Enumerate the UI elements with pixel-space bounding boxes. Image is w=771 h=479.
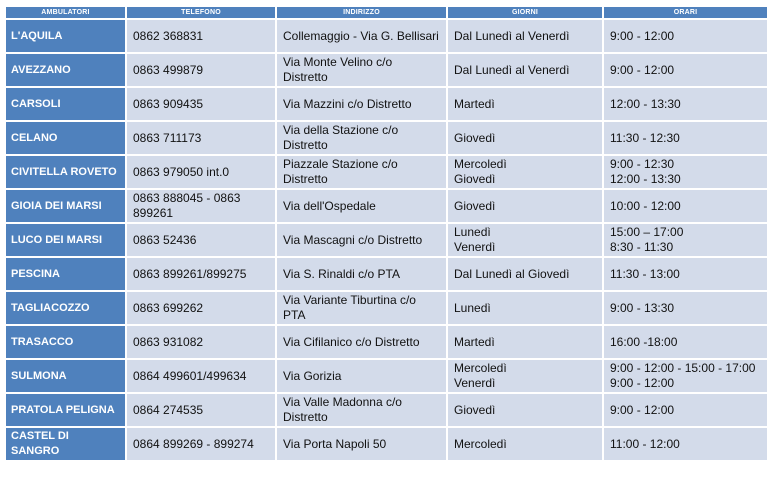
phone-cell-line: 899261: [133, 206, 174, 220]
phone-cell-line: 0863 499879: [133, 62, 204, 77]
address-cell: [277, 224, 446, 256]
clinics-table-container: [4, 5, 767, 462]
hours-cell-line: 9:00 - 13:30: [610, 300, 675, 315]
address-cell-line: Distretto: [283, 138, 328, 152]
address-cell-line: Via della Stazione c/o: [283, 123, 399, 137]
hours-cell-line: 12:00 - 13:30: [610, 172, 681, 186]
clinic-name-cell: CASTEL DI SANGRO: [6, 428, 125, 460]
address-cell: [277, 20, 446, 52]
days-cell-line: Giovedì: [454, 172, 496, 186]
phone-cell-line: 0863 931082: [133, 334, 204, 349]
header-ambulatori: AMBULATORI: [6, 7, 125, 18]
address-cell: [277, 54, 446, 86]
header-row: [6, 7, 767, 18]
table-body: [6, 20, 767, 460]
phone-cell-line: 0863 888045 - 0863: [133, 191, 241, 205]
address-cell: [277, 122, 446, 154]
days-cell: [448, 20, 602, 52]
address-cell-line: Distretto: [283, 172, 328, 186]
days-cell: [448, 394, 602, 426]
days-cell-line: Venerdì: [454, 240, 496, 254]
days-cell-line: Lunedì: [454, 300, 491, 315]
phone-cell: [127, 292, 275, 324]
hours-cell: [604, 190, 767, 222]
clinic-name-cell: PESCINA: [6, 258, 125, 290]
table-row: [6, 88, 767, 120]
hours-cell-line: 9:00 - 12:00: [610, 28, 675, 43]
days-cell-line: Dal Lunedì al Venerdì: [454, 62, 570, 77]
clinic-name-cell: L'AQUILA: [6, 20, 125, 52]
days-cell-line: Giovedì: [454, 130, 496, 145]
table-row: [6, 20, 767, 52]
days-cell-line: Mercoledì: [454, 436, 507, 451]
hours-cell: [604, 224, 767, 256]
phone-cell: [127, 326, 275, 358]
hours-cell-line: 9:00 - 12:00: [610, 376, 675, 390]
days-cell-line: Dal Lunedì al Venerdì: [454, 28, 570, 43]
days-cell: [448, 428, 602, 460]
header-orari: ORARI: [604, 7, 767, 18]
days-cell: [448, 360, 602, 392]
clinic-name-cell: AVEZZANO: [6, 54, 125, 86]
address-cell: [277, 394, 446, 426]
table-row: [6, 258, 767, 290]
address-cell-line: Via S. Rinaldi c/o PTA: [283, 266, 400, 281]
days-cell: [448, 258, 602, 290]
hours-cell-line: 9:00 - 12:00 - 15:00 - 17:00: [610, 361, 756, 375]
hours-cell: [604, 428, 767, 460]
hours-cell: [604, 88, 767, 120]
phone-cell-line: 0864 899269 - 899274: [133, 436, 254, 451]
hours-cell-line: 11:00 - 12:00: [610, 436, 680, 451]
hours-cell-line: 9:00 - 12:30: [610, 157, 675, 171]
address-cell-line: Via Mascagni c/o Distretto: [283, 232, 423, 247]
hours-cell: [604, 394, 767, 426]
days-cell-line: Mercoledì: [454, 157, 507, 171]
phone-cell: [127, 88, 275, 120]
header-indirizzo: INDIRIZZO: [277, 7, 446, 18]
phone-cell-line: 0863 699262: [133, 300, 204, 315]
address-cell-line: Collemaggio - Via G. Bellisari: [283, 28, 439, 43]
clinic-name-cell: TRASACCO: [6, 326, 125, 358]
clinic-name-cell: TAGLIACOZZO: [6, 292, 125, 324]
phone-cell-line: 0863 909435: [133, 96, 204, 111]
hours-cell-line: 8:30 - 11:30: [610, 240, 674, 254]
hours-cell-line: 9:00 - 12:00: [610, 62, 675, 77]
days-cell: [448, 292, 602, 324]
phone-cell: [127, 224, 275, 256]
clinics-table: [4, 5, 769, 462]
days-cell-line: Giovedì: [454, 402, 496, 417]
address-cell-line: Via Variante Tiburtina c/o: [283, 293, 416, 307]
hours-cell-line: 11:30 - 12:30: [610, 130, 680, 145]
days-cell: [448, 326, 602, 358]
days-cell: [448, 54, 602, 86]
address-cell-line: Via Valle Madonna c/o: [283, 395, 402, 409]
phone-cell: [127, 394, 275, 426]
address-cell: [277, 88, 446, 120]
hours-cell-line: 9:00 - 12:00: [610, 402, 675, 417]
phone-cell-line: 0864 499601/499634: [133, 368, 247, 383]
clinic-name-cell: GIOIA DEI MARSI: [6, 190, 125, 222]
days-cell: [448, 190, 602, 222]
address-cell-line: Distretto: [283, 410, 328, 424]
hours-cell: [604, 258, 767, 290]
hours-cell-line: 10:00 - 12:00: [610, 198, 681, 213]
days-cell-line: Lunedì: [454, 225, 491, 239]
table-row: [6, 54, 767, 86]
address-cell-line: PTA: [283, 308, 306, 322]
table-row: [6, 428, 767, 460]
address-cell: [277, 292, 446, 324]
address-cell: [277, 258, 446, 290]
days-cell-line: Venerdì: [454, 376, 496, 390]
days-cell-line: Martedì: [454, 334, 495, 349]
days-cell-line: Martedì: [454, 96, 495, 111]
hours-cell: [604, 326, 767, 358]
hours-cell: [604, 122, 767, 154]
phone-cell: [127, 258, 275, 290]
hours-cell: [604, 54, 767, 86]
address-cell: [277, 360, 446, 392]
address-cell-line: Via Mazzini c/o Distretto: [283, 96, 412, 111]
days-cell: [448, 88, 602, 120]
clinic-name-cell: PRATOLA PELIGNA: [6, 394, 125, 426]
address-cell: [277, 428, 446, 460]
header-giorni: GIORNI: [448, 7, 602, 18]
table-row: [6, 190, 767, 222]
phone-cell: [127, 428, 275, 460]
hours-cell: [604, 20, 767, 52]
address-cell-line: Distretto: [283, 70, 328, 84]
header-telefono: TELEFONO: [127, 7, 275, 18]
clinic-name-cell: CIVITELLA ROVETO: [6, 156, 125, 188]
table-row: [6, 360, 767, 392]
days-cell: [448, 122, 602, 154]
address-cell-line: Via Gorizia: [283, 368, 342, 383]
phone-cell: [127, 122, 275, 154]
phone-cell-line: 0864 274535: [133, 402, 204, 417]
phone-cell-line: 0863 979050 int.0: [133, 164, 230, 179]
table-row: [6, 122, 767, 154]
address-cell-line: Via dell'Ospedale: [283, 198, 376, 213]
days-cell: [448, 224, 602, 256]
clinic-name-cell: SULMONA: [6, 360, 125, 392]
phone-cell: [127, 360, 275, 392]
address-cell: [277, 156, 446, 188]
phone-cell: [127, 20, 275, 52]
phone-cell: [127, 156, 275, 188]
clinic-name-cell: CARSOLI: [6, 88, 125, 120]
clinic-name-cell: CELANO: [6, 122, 125, 154]
phone-cell-line: 0863 52436: [133, 232, 197, 247]
address-cell: [277, 326, 446, 358]
days-cell-line: Mercoledì: [454, 361, 507, 375]
phone-cell: [127, 54, 275, 86]
days-cell-line: Giovedì: [454, 198, 496, 213]
days-cell: [448, 156, 602, 188]
table-row: [6, 224, 767, 256]
hours-cell: [604, 156, 767, 188]
phone-cell-line: 0862 368831: [133, 28, 204, 43]
hours-cell-line: 12:00 - 13:30: [610, 96, 681, 111]
hours-cell: [604, 360, 767, 392]
address-cell-line: Via Monte Velino c/o: [283, 55, 393, 69]
hours-cell-line: 16:00 -18:00: [610, 334, 678, 349]
phone-cell-line: 0863 899261/899275: [133, 266, 247, 281]
table-row: [6, 156, 767, 188]
clinic-name-cell: LUCO DEI MARSI: [6, 224, 125, 256]
address-cell-line: Via Porta Napoli 50: [283, 436, 387, 451]
table-row: [6, 394, 767, 426]
phone-cell: [127, 190, 275, 222]
phone-cell-line: 0863 711173: [133, 130, 202, 145]
address-cell: [277, 190, 446, 222]
address-cell-line: Via Cifilanico c/o Distretto: [283, 334, 420, 349]
days-cell-line: Dal Lunedì al Giovedì: [454, 266, 570, 281]
hours-cell-line: 15:00 – 17:00: [610, 225, 684, 239]
address-cell-line: Piazzale Stazione c/o: [283, 157, 398, 171]
hours-cell-line: 11:30 - 13:00: [610, 266, 680, 281]
table-row: [6, 292, 767, 324]
table-row: [6, 326, 767, 358]
hours-cell: [604, 292, 767, 324]
